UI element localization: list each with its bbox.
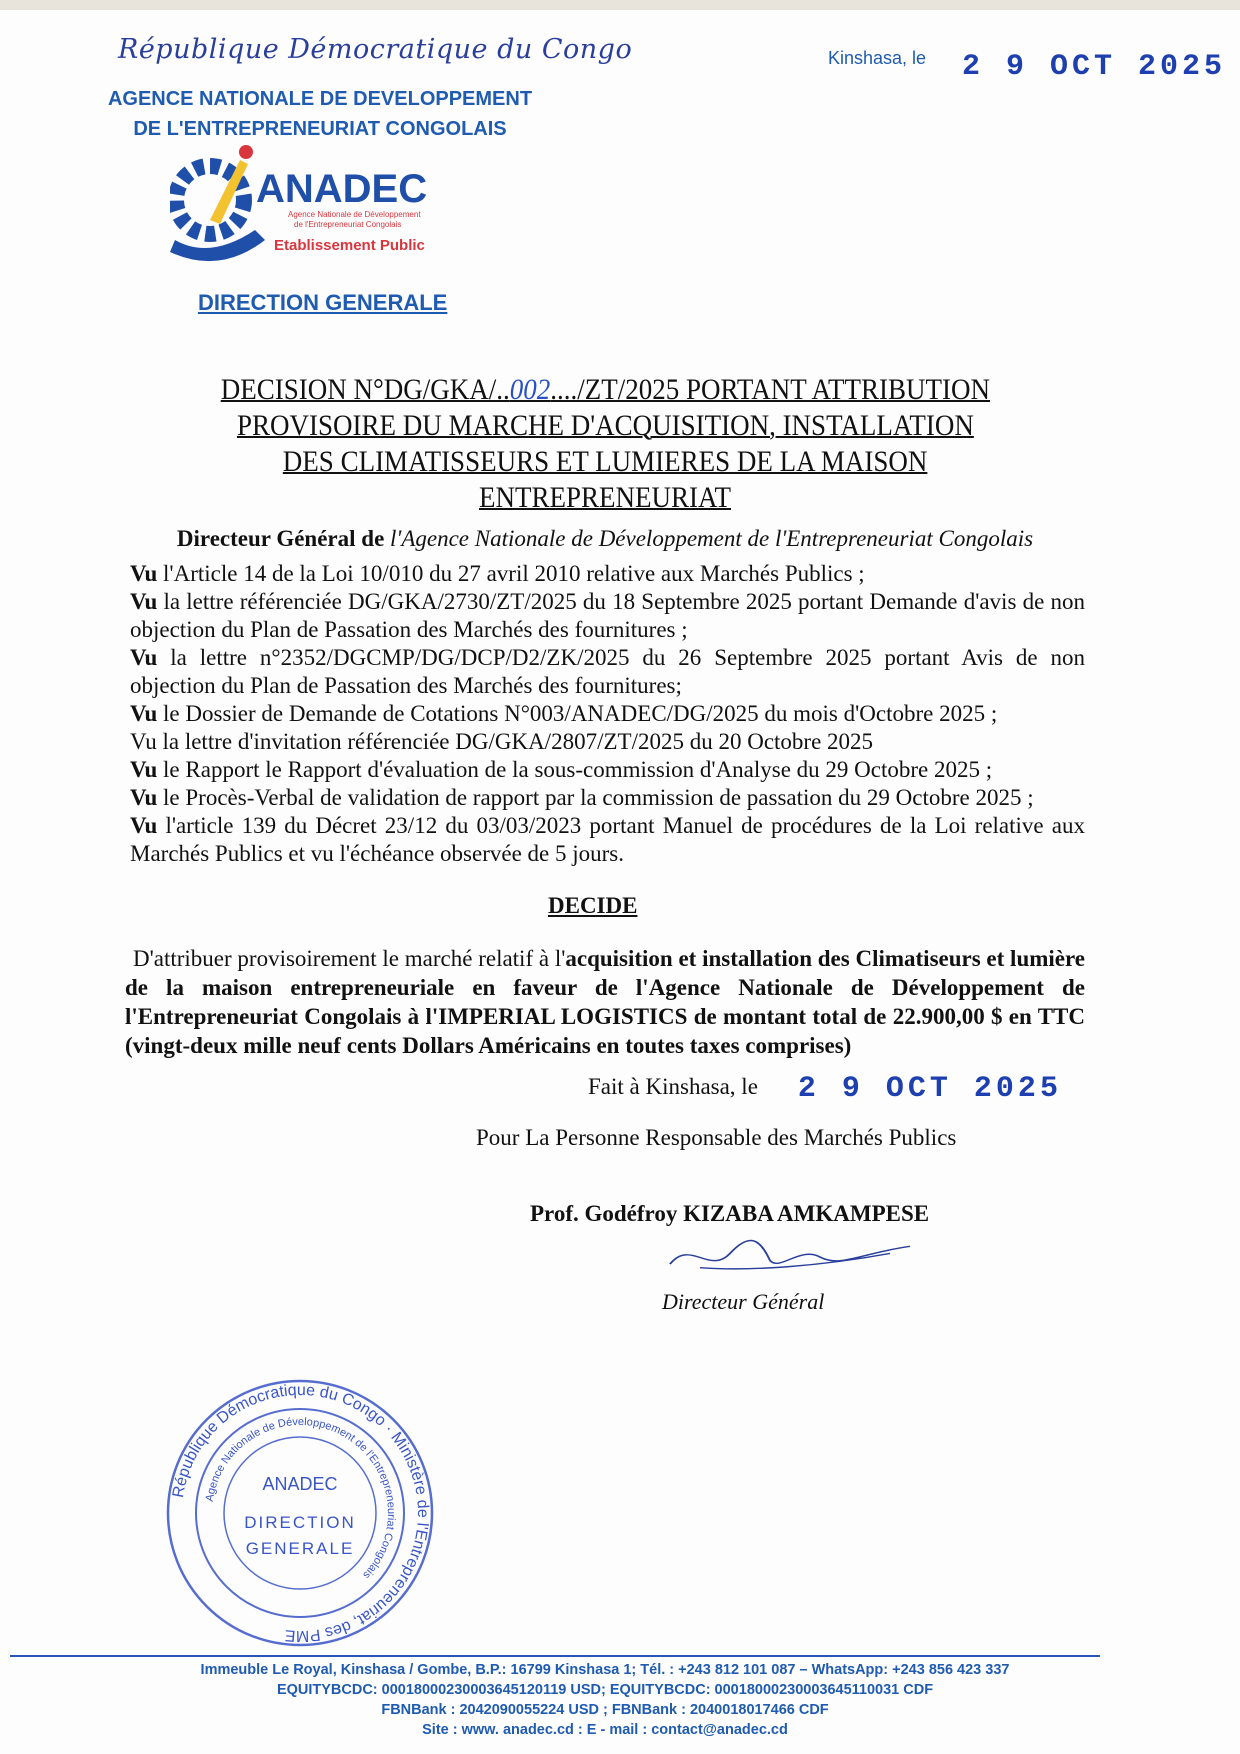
stamp-center-line-1: DIRECTION (244, 1513, 356, 1532)
title-line-2: PROVISOIRE DU MARCHE D'ACQUISITION, INSTALLATION (236, 409, 974, 442)
title-suffix: ..../ZT/2025 PORTANT ATTRIBUTION (549, 373, 990, 406)
footer-fbn-accounts: FBNBank : 2042090055224 USD ; FBNBank : 2040018017466 CDF (381, 1702, 829, 1718)
signatory-name: Prof. Godéfroy KIZABA AMKAMPESE (530, 1200, 930, 1226)
footer-contact: Site : www. anadec.cd : E - mail : contact@anadec.cd (422, 1722, 788, 1738)
consideration: Vu l'Article 14 de la Loi 10/010 du 27 avril 2010 relative aux Marchés Publics ; (130, 561, 865, 586)
logo-text: ANADEC (256, 167, 428, 211)
logo-status: Etablissement Public (274, 237, 425, 254)
consideration: Vu l'article 139 du Décret 23/12 du 03/03/2023 portant Manuel de procédures de la Loi relative aux Marchés Publics et vu l'échéance observée de 5 jours. (130, 813, 1085, 866)
footer (60, 1660, 1150, 1740)
decision-title (125, 372, 1085, 516)
official-stamp (165, 1378, 435, 1648)
decision-paragraph (125, 944, 1085, 1060)
agency-name (100, 84, 540, 144)
authority-italic: l'Agence Nationale de Développement de l'Entrepreneuriat Congolais (390, 526, 1034, 551)
logo-subtitle-2: de l'Entrepreneuriat Congolais (294, 220, 402, 229)
place-date-label: Fait à Kinshasa, le (588, 1074, 758, 1099)
authority-bold: Directeur Général de (176, 526, 385, 551)
title-prefix: DECISION N°DG/GKA/.. (220, 373, 510, 406)
handwritten-signature (660, 1232, 920, 1282)
title-line-4: ENTREPRENEURIAT (479, 481, 731, 514)
consideration: Vu la lettre n°2352/DGCMP/DG/DCP/D2/ZK/2025 du 26 Septembre 2025 portant Avis de non objection du Plan de Passation des Marchés des fournitures; (130, 645, 1085, 698)
agency-line-1: AGENCE NATIONALE DE DEVELOPPEMENT (107, 88, 533, 110)
consideration: Vu le Dossier de Demande de Cotations N°003/ANADEC/DG/2025 du mois d'Octobre 2025 ; (130, 701, 998, 726)
title-line-3: DES CLIMATISSEURS ET LUMIERES DE LA MAISON (282, 445, 928, 478)
republic-heading: République Démocratique du Congo (118, 34, 633, 65)
document-body (125, 372, 1085, 1316)
footer-equity-accounts: EQUITYBCDC: 00018000230003645120119 USD; EQUITYBCDC: 00018000230003645110031 CDF (276, 1682, 934, 1698)
agency-line-2: DE L'ENTREPRENEURIAT CONGOLAIS (133, 118, 507, 140)
footer-address: Immeuble Le Royal, Kinshasa / Gombe, B.P.: 16799 Kinshasa 1; Tél. : +243 812 101 087 – WhatsApp: +243 856 423 337 (200, 1662, 1010, 1678)
considerations-list (125, 560, 1085, 868)
closing-date-stamp: 2 9 OCT 2025 (797, 1071, 1062, 1106)
decision-number: 002 (509, 373, 550, 406)
decision-intro: D'attribuer provisoirement le marché relatif à l' (133, 946, 566, 971)
decide-heading-text: DECIDE (548, 893, 638, 918)
consideration: Vu la lettre d'invitation référenciée DG/GKA/2807/ZT/2025 du 20 Octobre 2025 (130, 729, 874, 754)
signatory-role: Directeur Général (662, 1288, 825, 1314)
logo-subtitle-1: Agence Nationale de Développement (288, 210, 421, 219)
authority-line (125, 524, 1085, 554)
anadec-logo (170, 140, 470, 270)
stamp-outer-text: République Démocratique du Congo · Ministère de l'Entrepreneuriat, des PME (169, 1381, 432, 1645)
stamp-center-logo: ANADEC (262, 1474, 338, 1494)
decide-heading (125, 892, 1085, 920)
scan-edge (0, 0, 1240, 10)
direction-generale-heading: DIRECTION GENERALE (198, 290, 448, 315)
on-behalf-line: Pour La Personne Responsable des Marchés Publics (476, 1124, 957, 1150)
place-date-row (125, 1070, 1085, 1106)
consideration: Vu le Procès-Verbal de validation de rapport par la commission de passation du 29 Octobre 2025 ; (130, 785, 1034, 810)
consideration: Vu la lettre référenciée DG/GKA/2730/ZT/2025 du 18 Septembre 2025 portant Demande d'avis de non objection du Plan de Passation des Marchés des fournitures ; (130, 589, 1085, 642)
decision-object: acquisition et installation des Climatiseurs et lumière de la maison entrepreneuriale en faveur de l'Agence Nationale de Développement de l'Entrepreneuriat Congolais à l'IMPERIAL LOGISTICS de montant total de 22.900,00 $ en TTC (vingt-deux mille neuf cents Dollars Américains en toutes taxes comprises) (125, 946, 1085, 1058)
date-stamp: 2 9 OCT 2025 (962, 50, 1227, 84)
consideration: Vu le Rapport le Rapport d'évaluation de la sous-commission d'Analyse du 29 Octobre 2025 ; (130, 757, 993, 782)
stamp-center-line-2: GENERALE (245, 1539, 355, 1558)
stamp-inner-text: Agence Nationale de Développement de l'Entrepreneuriat Congolais (203, 1415, 398, 1581)
footer-divider (10, 1655, 1100, 1657)
place-label: Kinshasa, le (828, 48, 927, 68)
